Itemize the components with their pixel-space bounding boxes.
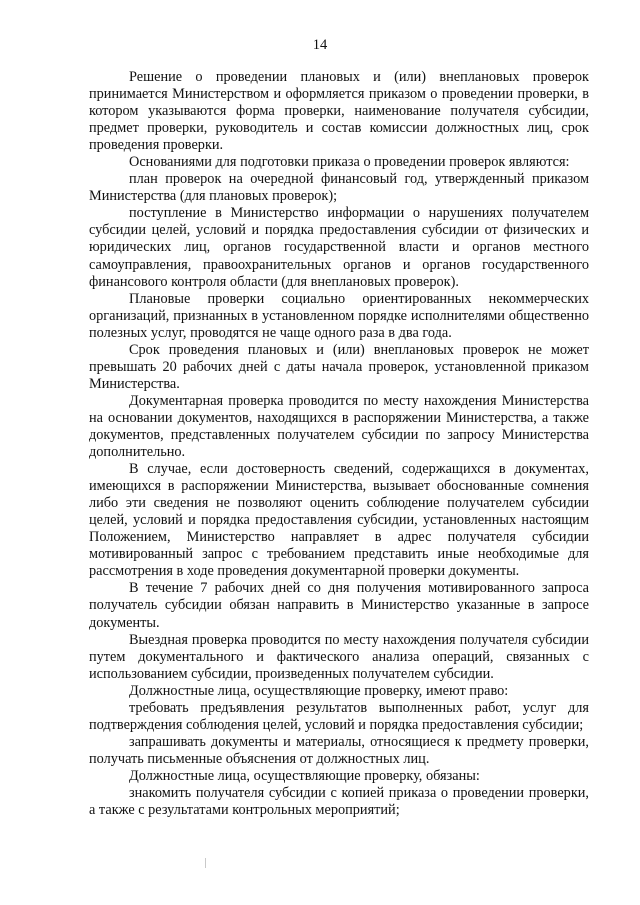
paragraph-check-term: Срок проведения плановых и (или) внеплановых проверок не может превышать 20 рабочих дней с даты начала проверок, установленной приказом Министерства. (89, 341, 589, 392)
page-number: 14 (312, 37, 328, 53)
paragraph-grounds-plan: план проверок на очередной финансовый год, утвержденный приказом Министерства (для плановых проверок); (89, 171, 589, 205)
paragraph-duty-acquaint: знакомить получателя субсидии с копией приказа о проведении проверки, а также с результатами контрольных мероприятий; (89, 784, 589, 819)
paragraph-duties-intro: Должностные лица, осуществляющие проверку, обязаны: (129, 767, 480, 784)
scan-mark (205, 858, 206, 868)
paragraph-decision: Решение о проведении плановых и (или) внеплановых проверок принимается Министерством и оформляется приказом о проведении проверки, в котором указываются форма проверки, наименование получателя субсидии, предмет проверки, руководитель и состав комиссии должностных лиц, срок проведения проверки. (89, 69, 589, 154)
paragraph-documentary-check: Документарная проверка проводится по месту нахождения Министерства на основании документов, находящихся в распоряжении Министерства, а также документов, представленных получателем субсидии по запросу Министерства дополнительно. (89, 392, 589, 461)
paragraph-right-documents: запрашивать документы и материалы, относящиеся к предмету проверки, получать письменные объяснения от должностных лиц. (89, 733, 589, 767)
paragraph-planned-checks: Плановые проверки социально ориентированных некоммерческих организаций, признанных в установленном порядке исполнителями общественно полезных услуг, проводятся не чаще одного раза в два года. (89, 290, 589, 341)
document-body (89, 69, 589, 819)
paragraph-reliability: В случае, если достоверность сведений, содержащихся в документах, имеющихся в распоряжении Министерства, вызывает обоснованные сомнения либо эти сведения не позволяют оценить соблюдение получателем субсидии целей, условий и порядка предоставления субсидии, установленных настоящим Положением, Министерство направляет в адрес получателя субсидии мотивированный запрос с требованием представить иные необходимые для рассмотрения в ходе проведения документарной проверки документы. (89, 461, 589, 580)
paragraph-field-check: Выездная проверка проводится по месту нахождения получателя субсидии путем документального и фактического анализа операций, связанных с использованием субсидии, произведенных получателем субсидии. (89, 631, 589, 682)
paragraph-rights-intro: Должностные лица, осуществляющие проверку, имеют право: (129, 682, 509, 699)
paragraph-grounds-info: поступление в Министерство информации о нарушениях получателем субсидии целей, условий и порядка предоставления субсидии от физических и юридических лиц, органов государственной власти и органов местного самоуправления, правоохранительных органов и органов государственного финансового контроля области (для внеплановых проверок). (89, 205, 589, 290)
paragraph-grounds-intro: Основаниями для подготовки приказа о проведении проверок являются: (129, 154, 570, 171)
paragraph-right-results: требовать предъявления результатов выполненных работ, услуг для подтверждения соблюдения целей, условий и порядка предоставления субсидии; (89, 699, 589, 733)
paragraph-response-term: В течение 7 рабочих дней со дня получения мотивированного запроса получатель субсидии обязан направить в Министерство указанные в запросе документы. (89, 580, 589, 631)
